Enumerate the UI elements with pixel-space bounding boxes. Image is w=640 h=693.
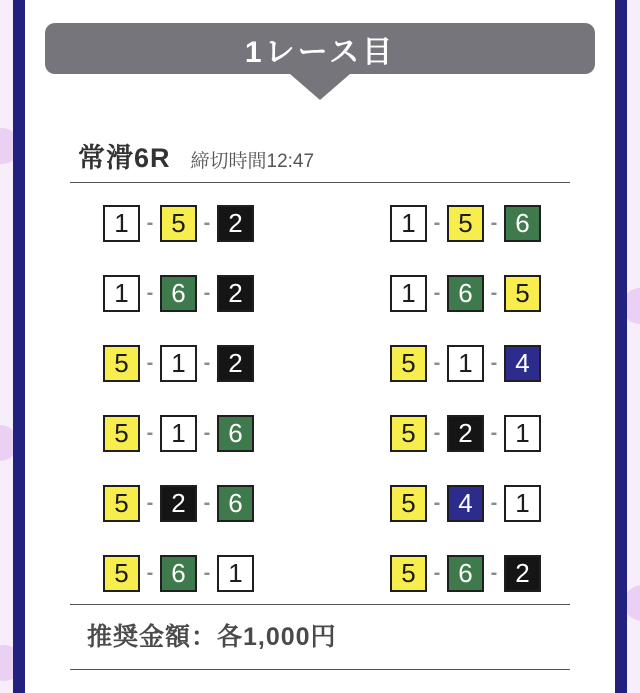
boat-number-box: 2: [504, 555, 541, 592]
race-section-banner: [45, 23, 595, 74]
dash-separator: -: [146, 281, 154, 304]
banner-pointer-arrow: [290, 74, 350, 100]
combination-row: [103, 554, 254, 592]
boat-number-box: 2: [447, 415, 484, 452]
boat-number-box: 1: [103, 205, 140, 242]
dash-separator: -: [203, 351, 211, 374]
dash-separator: -: [490, 351, 498, 374]
boat-number-box: 1: [390, 275, 427, 312]
dash-separator: -: [146, 491, 154, 514]
combination-column-right: [390, 204, 541, 592]
dash-separator: -: [203, 491, 211, 514]
race-deadline: 締切時間12:47: [190, 151, 315, 172]
dash-separator: -: [433, 351, 441, 374]
boat-number-box: 6: [447, 555, 484, 592]
dash-separator: -: [203, 561, 211, 584]
combination-row: [390, 484, 541, 522]
dash-separator: -: [146, 351, 154, 374]
boat-number-box: 1: [390, 205, 427, 242]
dash-separator: -: [433, 281, 441, 304]
combination-row: [390, 414, 541, 452]
dash-separator: -: [433, 211, 441, 234]
divider-middle: [70, 604, 570, 605]
boat-number-box: 2: [217, 275, 254, 312]
boat-number-box: 5: [103, 485, 140, 522]
dash-separator: -: [490, 561, 498, 584]
dash-separator: -: [490, 211, 498, 234]
boat-number-box: 2: [160, 485, 197, 522]
divider-bottom: [70, 669, 570, 670]
recommended-amount-label: 推奨金額：各1,000円: [87, 623, 337, 651]
dash-separator: -: [203, 421, 211, 444]
boat-number-box: 5: [390, 415, 427, 452]
combination-row: [103, 414, 254, 452]
divider-top: [70, 182, 570, 183]
boat-number-box: 5: [504, 275, 541, 312]
boat-number-box: 2: [217, 205, 254, 242]
dash-separator: -: [203, 211, 211, 234]
combination-row: [390, 274, 541, 312]
boat-number-box: 6: [447, 275, 484, 312]
boat-number-box: 1: [103, 275, 140, 312]
combination-column-left: [103, 204, 254, 592]
combination-row: [390, 204, 541, 242]
boat-number-box: 1: [217, 555, 254, 592]
boat-number-box: 1: [504, 485, 541, 522]
boat-number-box: 1: [160, 345, 197, 382]
dash-separator: -: [433, 491, 441, 514]
combination-row: [103, 344, 254, 382]
banner-label: 1レース目: [244, 35, 396, 69]
recommended-amount: [87, 613, 615, 657]
boat-number-box: 6: [217, 485, 254, 522]
boat-number-box: 5: [390, 345, 427, 382]
dash-separator: -: [490, 421, 498, 444]
dash-separator: -: [433, 421, 441, 444]
boat-number-box: 5: [103, 555, 140, 592]
boat-number-box: 5: [447, 205, 484, 242]
boat-number-box: 5: [160, 205, 197, 242]
dash-separator: -: [146, 421, 154, 444]
boat-number-box: 6: [217, 415, 254, 452]
combination-row: [390, 554, 541, 592]
boat-number-box: 5: [103, 345, 140, 382]
combination-grid: [103, 204, 615, 592]
boat-number-box: 2: [217, 345, 254, 382]
combination-row: [103, 484, 254, 522]
boat-number-box: 1: [447, 345, 484, 382]
dash-separator: -: [146, 211, 154, 234]
boat-number-box: 5: [390, 555, 427, 592]
dash-separator: -: [203, 281, 211, 304]
race-name: 常滑6R: [78, 143, 171, 173]
combination-row: [103, 274, 254, 312]
combination-row: [390, 344, 541, 382]
dash-separator: -: [490, 281, 498, 304]
dash-separator: -: [490, 491, 498, 514]
dash-separator: -: [146, 561, 154, 584]
boat-number-box: 4: [504, 345, 541, 382]
combination-row: [103, 204, 254, 242]
boat-number-box: 4: [447, 485, 484, 522]
race-header: [78, 136, 615, 173]
boat-number-box: 6: [160, 555, 197, 592]
boat-number-box: 1: [160, 415, 197, 452]
boat-number-box: 6: [160, 275, 197, 312]
boat-number-box: 6: [504, 205, 541, 242]
boat-number-box: 5: [390, 485, 427, 522]
boat-number-box: 5: [103, 415, 140, 452]
dash-separator: -: [433, 561, 441, 584]
content-panel: [13, 0, 627, 693]
boat-number-box: 1: [504, 415, 541, 452]
